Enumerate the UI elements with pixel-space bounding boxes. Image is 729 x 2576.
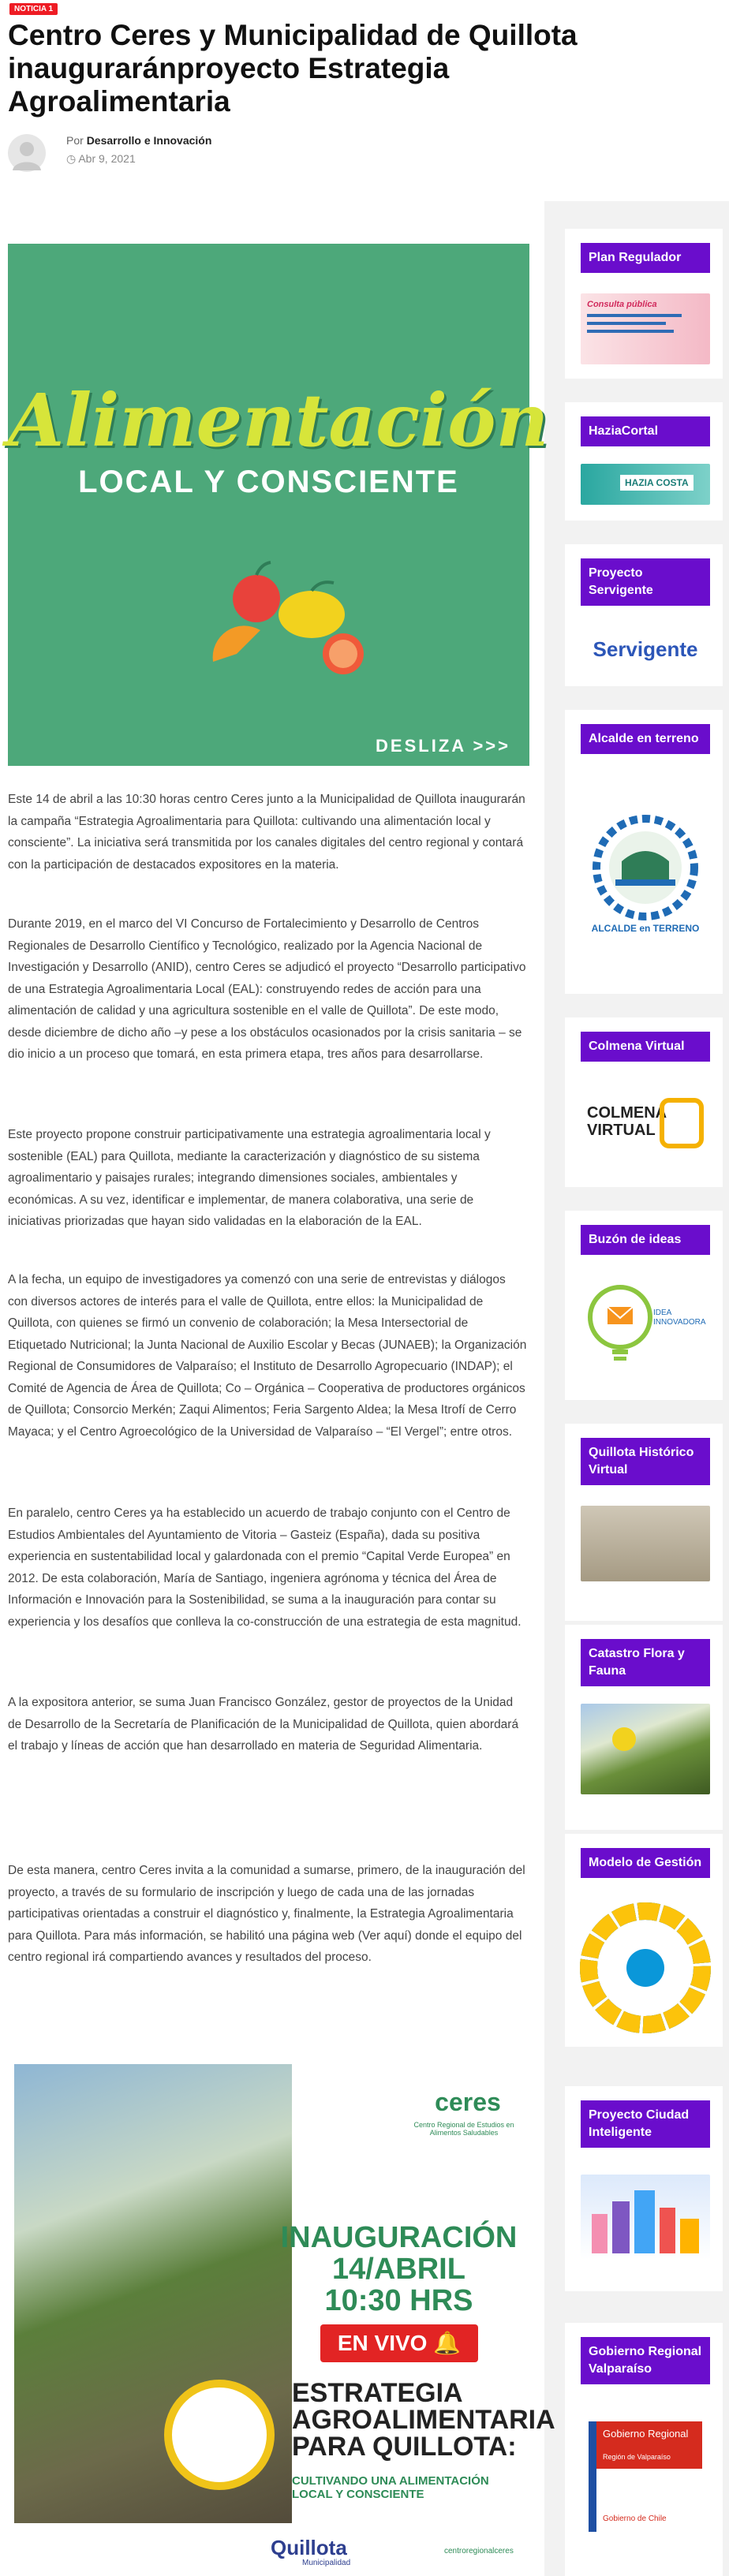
buzon-ideas-caption: IDEA INNOVADORA (653, 1309, 706, 1327)
widget-ciudad-inteligente[interactable] (565, 2086, 723, 2291)
poster-live-badge (320, 2324, 478, 2362)
widget-title[interactable]: Proyecto Ciudad Inteligente (581, 2100, 710, 2148)
article-paragraph: De esta manera, centro Ceres invita a la comunidad a sumarse, primero, de la inauguración del proyecto, a través de su formulario de inscripción y luego de cada una de las jornadas participativas orientadas a construir el diagnóstico y, finalmente, la Estrategia Agroalimentaria para Quillota. Para más información, se habilitó una página web (Ver aquí) donde el equipo del centro regional irá compartiendo avances y resultados del proceso. (8, 1864, 525, 1964)
widget-title[interactable]: Plan Regulador (581, 243, 710, 273)
poster-web: centroregionalceres (444, 2547, 514, 2555)
modelo-gestion-wheel[interactable] (581, 1905, 710, 2031)
catastro-flora-photo[interactable] (581, 1704, 710, 1794)
hero-subtitle: LOCAL Y CONSCIENTE (78, 465, 459, 499)
poster-live-text: EN VIVO (337, 2331, 428, 2355)
widget-servigente[interactable] (565, 544, 723, 686)
poster-brand-sub: Centro Regional de Estudios en Alimentos Saludables (413, 2121, 514, 2137)
event-poster (14, 2064, 555, 2570)
widget-plan-regulador[interactable] (565, 229, 723, 379)
author-line (66, 134, 211, 147)
author-link[interactable]: Desarrollo e Innovación (86, 134, 212, 147)
poster-municipality: Quillota (271, 2536, 347, 2559)
bell-icon: 🔔 (433, 2331, 462, 2355)
haziacortal-banner[interactable] (581, 464, 710, 505)
widget-title[interactable]: Modelo de Gestión (581, 1848, 710, 1878)
widget-modelo-gestion[interactable] (565, 1834, 723, 2047)
article-paragraph: A la expositora anterior, se suma Juan Francisco González, gestor de proyectos de la Unidad de Desarrollo de la Secretaría de Planificación de la Municipalidad de Quillota, quien abordará el trabajo y líneas de acción que han desarrollado en materia de Seguridad Alimentaria. (8, 1696, 519, 1753)
widget-colmena-virtual[interactable] (565, 1017, 723, 1187)
widget-title[interactable]: Buzón de ideas (581, 1225, 710, 1255)
widget-alcalde-terreno[interactable] (565, 710, 723, 994)
poster-tagline: CULTIVANDO UNA ALIMENTACIÓN LOCAL Y CONSCIENTE (292, 2474, 489, 2501)
buzon-ideas-logo[interactable] (581, 1274, 710, 1376)
poster-logo-ring (164, 2380, 275, 2490)
colmena-virtual-caption: COLMENA VIRTUAL (587, 1104, 667, 1139)
poster-headline: ESTRATEGIA AGROALIMENTARIA PARA QUILLOTA: (292, 2378, 555, 2462)
plan-regulador-caption: Consulta pública (587, 300, 657, 309)
poster-brand: ceres (435, 2088, 501, 2116)
author-avatar (8, 134, 46, 172)
widget-title[interactable]: HaziaCortal (581, 416, 710, 446)
servigente-caption: Servigente (593, 637, 698, 661)
quillota-historico-photo[interactable] (581, 1506, 710, 1581)
gobierno-chile: Gobierno de Chile (603, 2514, 667, 2523)
article-paragraph: Durante 2019, en el marco del VI Concurso de Fortalecimiento y Desarrollo de Centros Regionales de Desarrollo Científico y Tecnológico, realizado por la Agencia Nacional de Investigación y Desarrollo (ANID), centro Ceres se adjudicó el proyecto “Desarrollo participativo de una Estrategia Agroalimentaria Local (EAL): construyendo redes de acción para una alimentación de calidad y una agricultura sostenible en el valle de Quillota”. De este modo, desde diciembre de dicho año –y pese a los obstáculos ocasionados por la crisis sanitaria – se dio inicio a un proceso que tomará, en esta primera etapa, tres años para desarrollarse. (8, 917, 526, 1061)
colmena-virtual-logo[interactable] (581, 1081, 710, 1167)
poster-municipality-sub: Municipalidad (302, 2559, 351, 2567)
post-date (66, 152, 136, 166)
article-paragraph: A la fecha, un equipo de investigadores ya comenzó con una serie de entrevistas y diálogos con diversos actores de interés para el valle de Quillota, entre ellos: la Municipalidad de Quillota, con quienes se firmó un convenio de colaboración; la Mesa Intersectorial de Etiquetado Nutricional; la Junta Nacional de Auxilio Escolar y Becas (JUNAEB); la Organización Regional de Consumidores de Valparaíso; el Instituto de Desarrollo Agropecuario (INDAP); el Comité de Agencia de Área de Quillota; Co – Orgánica – Cooperativa de productores orgánicos de Quillota; Consorcio Merkén; Zaqui Alimentos; Feria Sargento Aldea; la Mesa Itrofí de Cerro Mayaca; y el Centro Agroecológico de la Universidad de Valparaíso – “El Vergel”; entre otros. (8, 1273, 527, 1439)
alcalde-terreno-caption: ALCALDE en TERRENO (591, 923, 700, 934)
swipe-hint[interactable]: DESLIZA >>> (376, 736, 510, 756)
alcalde-terreno-logo[interactable] (581, 805, 710, 962)
haziacortal-caption: HAZIA COSTA (620, 475, 693, 491)
sunflower-icon (612, 1727, 636, 1751)
plan-regulador-banner[interactable] (581, 293, 710, 364)
widget-buzon-ideas[interactable] (565, 1211, 723, 1400)
ciudad-inteligente-illustration[interactable] (581, 2175, 710, 2260)
poster-time: 10:30 HRS (324, 2284, 473, 2317)
widget-title[interactable]: Colmena Virtual (581, 1032, 710, 1062)
gobierno-regional-caption: Gobierno Regional (603, 2428, 689, 2440)
by-prefix: Por (66, 134, 84, 147)
sdg-wheel-icon (581, 1905, 710, 2031)
servigente-logo[interactable] (581, 631, 710, 667)
gobierno-regional-sub: Región de Valparaíso (603, 2453, 671, 2461)
widget-catastro-flora[interactable] (565, 1625, 723, 1830)
fruits-illustration (213, 551, 371, 685)
poster-inauguration (275, 2222, 523, 2317)
article-paragraph: Este proyecto propone construir participativamente una estrategia agroalimentaria local y sostenible (EAL) para Quillota, mediante la caracterización y diagnóstico de su sistema agroalimentario y paisajes rurales; integrando dimensiones sociales, ambientales y económicas. A su vez, identificar e implementar, de manera colaborativa, una serie de iniciativas priorizadas que hayan sido validadas en la elaboración de la EAL. (8, 1128, 491, 1228)
article-paragraph: En paralelo, centro Ceres ya ha establecido un acuerdo de trabajo conjunto con el Centro de Estudios Ambientales del Ayuntamiento de Vitoria – Gasteiz (España), dada su positiva experiencia en sustentabilidad local y galardonada con el premio “Capital Verde Europea” en 2012. De esta colaboración, María de Santiago, ingeniera agrónoma y técnica del Área de Información e Innovación para la Sostenibilidad, se suma a la inauguración para contar su experiencia y los desafíos que conlleva la co-construcción de una estrategia de esta magnitud. (8, 1506, 522, 1629)
clock-icon: ◷ (66, 152, 77, 165)
article-paragraph: Este 14 de abril a las 10:30 horas centro Ceres junto a la Municipalidad de Quillota inaugurarán la campaña “Estrategia Agroalimentaria para Quillota: cultivando una alimentación local y consciente”. La iniciativa será transmitida por los canales digitales del centro regional y contará con la participación de destacados expositores en la materia. (8, 793, 525, 872)
hero-image (8, 244, 549, 766)
category-badge[interactable]: NOTICIA 1 (9, 3, 58, 15)
widget-title[interactable]: Catastro Flora y Fauna (581, 1639, 710, 1686)
landmark-icon (581, 805, 710, 962)
date-text: Abr 9, 2021 (78, 152, 136, 165)
gobierno-regional-logo[interactable] (581, 2421, 710, 2532)
widget-title[interactable]: Proyecto Servigente (581, 558, 710, 606)
poster-date: 14/ABRIL (332, 2253, 465, 2286)
honeycomb-icon (660, 1098, 704, 1148)
widget-quillota-historico[interactable] (565, 1424, 723, 1621)
widget-title[interactable]: Alcalde en terreno (581, 724, 710, 754)
widget-haziacortal[interactable] (565, 402, 723, 521)
user-icon (8, 134, 46, 172)
hero-title: Alimentación (8, 378, 549, 463)
widget-title[interactable]: Gobierno Regional Valparaíso (581, 2337, 710, 2384)
widget-title[interactable]: Quillota Histórico Virtual (581, 1438, 710, 1485)
poster-photo (14, 2064, 292, 2570)
page-title: Centro Ceres y Municipalidad de Quillota inauguraránproyecto Estrategia Agroalimentaria (8, 19, 578, 118)
widget-gobierno-regional[interactable] (565, 2323, 723, 2576)
poster-inauguration-label: INAUGURACIÓN (280, 2221, 518, 2254)
